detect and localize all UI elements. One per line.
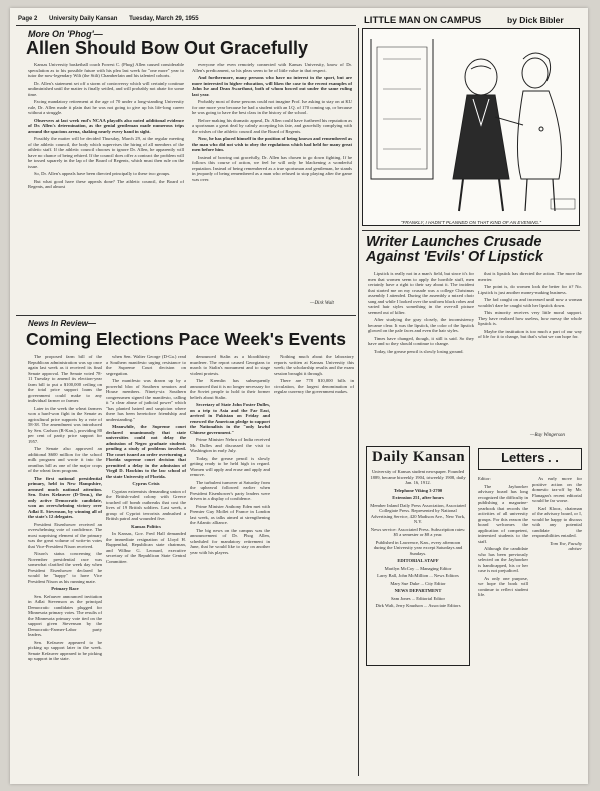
paragraph: There are 778 $10,000 bills in circulation, the largest denomination of regular currency the government makes.: [274, 378, 354, 394]
paragraph: After studying the gray closely, the inconsistency became clear. It was the lipstick, the color of the lipstick glowed on the pale faces and even the hair styles.: [368, 317, 474, 333]
lipstick-column-2: [478, 271, 582, 431]
paragraph: Nothing much about the laboratory reports written at Kansas University this week; the scholarship results and the exam session brought it through.: [274, 354, 354, 376]
masthead-rule: [16, 25, 356, 26]
staff-entry: Published in Lawrence, Kan., every afternoon during the University year except Saturdays and Sundays.: [373, 539, 463, 556]
cartoon-rule: [362, 230, 580, 231]
paragraph: denounced Stalin as a bloodthirsty murderer. The report caused Georgians to march to Stalin's monument and to stage violent protests.: [190, 354, 270, 376]
cartoon-series-title: LITTLE MAN ON CAMPUS: [364, 15, 482, 26]
vertical-column-rule: [358, 28, 359, 776]
paragraph: Observers at last week end's NCAA playoffs also noted additional evidence of Dr. Allen's determination, as the genial gentleman made numerous trips around the spacious arena, shaking nearly every hand in sight.: [28, 117, 184, 134]
paragraph: Before making his dramatic appeal, Dr. Allen could have furthered his reputation as a sportsman a great deal by calmly accepting his fate, and gracefully complying with the wishes of the athletic council and the Board of Regents.: [192, 117, 352, 134]
paragraph: Possibly the matter will be decided Thursday, March 29, at the regular meeting of the athletic council, the body which supervises the hiring of all members of the athletic staff. If the athletic council chooses to ignore Dr. Allen, he apparently will have no chance of being rehired. If the council does offer a contract the problem will be tossed squarely in the lap of the Board of Regents, which must then rule on the issue.: [28, 136, 184, 169]
paragraph: Maybe the institution is too much a part of our way of life for it to change, but that's what we can hope for.: [478, 328, 582, 339]
paragraph: Times have changed, though, it still is said. So they have and so they should continue to change.: [368, 335, 474, 346]
cartoon-drawing: [363, 29, 580, 226]
paragraph: Lipstick is really not in a man's field, but since it's for men that women seem to apply the horrible stuff, men certainly have a right to their say about it. The incident that started me on my crusade was a college Christmas assembly I attended. During the assembly a mixed choir sang and while I looked over the uniform black robes and varied hair styles something in the over-all picture seemed out of kilter.: [368, 271, 474, 315]
news-column-2: [106, 354, 186, 774]
paragraph: Now, he has placed himself in the position of being known and remembered as the man who did not wish to obey the regulations which had held for many great men before him.: [192, 136, 352, 152]
staff-entry: Marilyn McCoy ... Managing Editor: [384, 565, 452, 571]
paragraph: President Eisenhower received an overwhelming vote of confidence. The most surprising element of the primary was the great volume of write-in votes that Vice-President Nixon received.: [28, 521, 102, 549]
staff-entry: EDITORIAL STAFF: [397, 558, 439, 563]
staff-entry: NEWS DEPARTMENT: [394, 588, 442, 593]
paragraph: The manifesto was drawn up by a powerful bloc of Southern senators and House members. Ninety-six Southern congressmen signed the manifesto, calling it "a clear abuse of judicial power" which "has planted hatred and suspicion where there has been heretofore friendship and understanding.": [106, 378, 186, 422]
paragraph: But what good have these appeals done? The athletic council, the Board of Regents, and almost: [28, 178, 184, 189]
staff-entry: Sam Jones ... Editorial Editor: [391, 595, 445, 601]
paragraph: Although the candidate who has been previously selected on the Jayhawker is handicapped, his or her case is not prejudiced.: [478, 546, 528, 573]
editorial-headline: Allen Should Bow Out Gracefully: [26, 38, 309, 58]
paragraph: The turbulent turnover at Saturday from the upheaval followed earlier when President Eisenhower's party leaders were driven in a display of confidence.: [190, 479, 270, 501]
news-column-1: [28, 354, 102, 774]
paragraph: As early move for positive action on the domestic tax-off by Mr. Flanagan's recent editorial would be far worse.: [532, 476, 582, 503]
page-number: Page 2: [18, 16, 38, 22]
news-headline: Coming Elections Pace Week's Events: [26, 329, 346, 349]
lipstick-column-1: [368, 271, 474, 435]
subhead: Primary Race: [51, 586, 79, 591]
staff-entry: Larry Ball, John McMillion ... News Editors: [377, 573, 459, 578]
letters-column-2: [532, 476, 582, 776]
newspaper-page: [10, 8, 588, 784]
cartoon-byline: by Dick Bibler: [507, 15, 564, 25]
paragraph: Today, the grease pencil is slowly getting ready to be held high in regard. Women will apply and erase and apply and remove.: [190, 455, 270, 477]
paragraph: The big news on the campus was the announcement of Dr. Phog Allen, scheduled for mandatory retirement in June, that he would like to stay on another year with his players.: [190, 527, 270, 555]
paragraph: Secretary of State John Foster Dulles, on a trip to Asia and the Far East, arrived in Pakistan on Friday and renewed the American pledge to support the Nationalists in the "only lawful Chinese government.": [190, 402, 270, 435]
paragraph: Dr. Allen's statement set off a storm of controversy which will certainly continue undiminished until the matter is finally settled, and will probably not abate for some time.: [28, 80, 184, 97]
paragraph: And furthermore, many persons who have no interest in the sport, but are more interested in higher education, will liken the case to the recent examples of John Ise and Dean Swarthout, both of whom bowed out under the same ruling last year.: [192, 75, 352, 97]
paragraph: Today, the grease pencil is slowly losing ground.: [374, 348, 464, 354]
letters-signature: Tom Yoe, Faculty adviser: [550, 540, 582, 551]
lipstick-signature: —Ray Wingerson: [530, 433, 565, 438]
editorial-column-2: [192, 62, 352, 300]
paragraph: This minority receives very little moral support. They have realized how useless, how messy the whole lipstick is.: [478, 310, 582, 326]
masthead: [18, 16, 358, 22]
staff-entry: Member Inland Daily Press Association, Associated Collegiate Press. Represented by National Advertising Service, 420 Madison Ave., New York, N.Y.: [370, 502, 466, 524]
paragraph: Kansas University basketball coach Forrest C. (Phog) Allen caused considerable speculation as to his possible future with his plea last week for "one more" year to tutor the now-legendary Wilt (the Stilt) Chamberlain and his talented cohorts.: [28, 62, 184, 78]
news-column-3: [190, 354, 270, 774]
paragraph: The Kremlin has subsequently announced that it is no longer necessary for the Soviet people to hold to their former beliefs about Stalin.: [190, 378, 270, 400]
paragraph: Probably most of these persons could not imagine Prof. Ise asking to stay on at KU for one more year because he had a student with an I.Q. of 170 coming up, or because he was going to have the best class in the history of the school.: [192, 99, 352, 115]
paragraph: Cyprian extremists demanding union of the British-ruled colony with Greece touched off bomb outbreaks that cost the lives of 19 British soldiers. Last week, a group of Cypriot terrorists ambushed a British patrol and wounded five.: [106, 488, 186, 521]
paragraph: The Senate also approved an additional $600 million for the school milk program and wrote it into the omnibus bill as one of the major crops of the wheat farm program.: [28, 446, 102, 473]
paragraph: Sen. Kefauver appeared to be picking up support later in the week. Senate Kefauver appeared to be picking up support in the state.: [28, 639, 102, 661]
news-kicker: News In Review—: [28, 319, 97, 328]
staff-entry: Mary Sue Duke ... City Editor: [390, 580, 446, 586]
paragraph: Prime Minister Anthony Eden met with Premier Guy Mollet of France in London last week, as talks aimed at strengthening the Atlantic alliance.: [190, 503, 270, 525]
paragraph: The proposed farm bill of the Republican administration was up once again last week as it received its final Senate approval. The Senate voted 78-11 Tuesday to amend its election-year farm bill to put a $100,000 ceiling on the total price support loans the government could make to any individual farmer or farmer.: [28, 354, 102, 403]
paragraph: Karl Klooz, chairman of the advisory board, or I, would be happy to discuss with any potential candidate the responsibilities entailed.: [532, 505, 582, 538]
paragraph: Prime Minister Nehru of India received Mr. Dulles and discussed the visit to Washington in early July.: [190, 437, 270, 453]
paragraph: Facing mandatory retirement at the age of 70 under a long-standing University rule, Dr. Allen made it plain that he was not going to give up his life-long career without a struggle.: [28, 99, 184, 115]
letters-heading: Letters . .: [478, 448, 582, 470]
lipstick-headline-line-2: Against 'Evils' Of Lipstick: [366, 249, 543, 266]
staff-phone: Telephone Viking 3-2700: [393, 487, 443, 493]
paragraph: The point is, do women look the better for it? No. Lipstick is just another money-making business.: [478, 284, 582, 295]
staff-flag: Daily Kansan: [372, 449, 466, 465]
staff-details: [370, 469, 466, 663]
paragraph: The fad caught on and increased until now a woman wouldn't dare be caught with her lipstick down.: [478, 297, 582, 308]
lipstick-headline-line-1: Writer Launches Crusade: [366, 234, 542, 250]
paragraph: that is lipstick has directed the action. The more the merrier.: [478, 271, 582, 282]
letters-column-1: [478, 476, 528, 776]
paragraph: Later in the week the wheat farmers won a hard-won fight in the Senate as agricultural price supports by a vote of 58-38. The amendment was introduced by Sen. Carlson (R-Kan.), providing 80 per cent of parity price support for 1957.: [28, 405, 102, 444]
paragraph: The first national presidential primary, held in New Hampshire, aroused much national attention. Sen. Estes Kefauver (D-Tenn.), the only active Democratic candidate, won an overwhelming victory over Adlai E. Stevenson, by winning all of the state's 12 delegates.: [28, 475, 102, 519]
editorial-column-1: [28, 62, 184, 310]
editorial-signature: —Dirk Walt: [310, 301, 334, 306]
editorial-kicker: More On 'Phog'—: [28, 29, 103, 39]
issue-date: Tuesday, March 29, 1955: [129, 16, 199, 22]
paragraph: Sen. Kefauver announced invitation in Adlai Stevenson as the principal Democratic candidates plugged for Minnesota primary votes. The results of the Minnesota primary vote tied on the support given Stevenson by the Democratic-Farmer-Labor party leaders.: [28, 593, 102, 637]
lipstick-headline: [366, 235, 582, 265]
staff-extension: Extension 251, after hours: [392, 495, 444, 500]
paragraph: The Jayhawker advisory board has long recognized the difficulty in publishing a magazine-yearbook that records the activities of all university groups. For this reason the board welcomes the application of competent, interested students to the staff.: [478, 483, 528, 544]
staff-entry: Dirk Walt, Jerry Knudson ... Associate Editors: [375, 603, 461, 608]
news-column-4: [274, 354, 354, 774]
staff-entry: News service: Associated Press. Subscription rates: $5 a semester or $8 a year.: [370, 526, 466, 537]
paragraph: Meanwhile, the Supreme court declared unanimously that state universities could not delay the admission of Negro graduate students pending a study of problems involved. The court issued an order overturning a Florida supreme court decision that permitted a delay in the admission of Virgil D. Hawkins to the law school of the state University of Florida.: [106, 424, 186, 479]
paragraph: everyone else even remotely connected with Kansas University, know of Dr. Allen's predicament, so his pleas seem to be of little value in that respect.: [192, 62, 352, 73]
paragraph: Editor:: [478, 476, 491, 481]
subhead: Cyprus Crisis: [132, 481, 160, 486]
cartoon-caption: "FRANKLY, I HADN'T PLANNED ON THAT KIND OF AN EVENING.": [400, 220, 542, 225]
section-rule: [16, 315, 356, 316]
paragraph: when Sen. Walter George (D-Ga.) read a Southern manifesto urging resistance to the Supreme Court decision on segregation.: [106, 354, 186, 376]
cartoon-panel: [362, 28, 580, 226]
paragraph: Instead of bowing out gracefully, Dr. Allen has chosen to go down fighting. If he follows this course of action, we feel he will only be blackening a wonderful reputation. Instead of being remembered as a true sportsman and gentleman, he stands in jeopardy of being remembered as a man who refused to stop playing after the game was over.: [192, 154, 352, 182]
staff-intro: University of Kansas student newspaper. Founded 1889, became biweekly 1904, triweekly 1908, daily Jan. 16, 1912.: [370, 469, 466, 485]
paragraph: As only one purpose, we hope the book will continue to reflect student life.: [478, 575, 528, 597]
paper-name: University Daily Kansan: [49, 16, 118, 22]
paragraph: Nixon's status concerning the November presidential race was somewhat clarified the week day when President Eisenhower declared he would be "happy" to have Vice President Nixon as his running mate.: [28, 551, 102, 584]
subhead: Kansas Politics: [131, 523, 161, 529]
paragraph: In Kansas, Gov. Fred Hall demanded the immediate resignation of Lloyd H. Ruppenthal, Republican state chairman, and Wilbur G. Leonard, executive secretary of the Republican State Central Committee.: [106, 531, 186, 564]
paragraph: So, Dr. Allen's appeals have been directed principally to these two groups.: [34, 171, 171, 176]
